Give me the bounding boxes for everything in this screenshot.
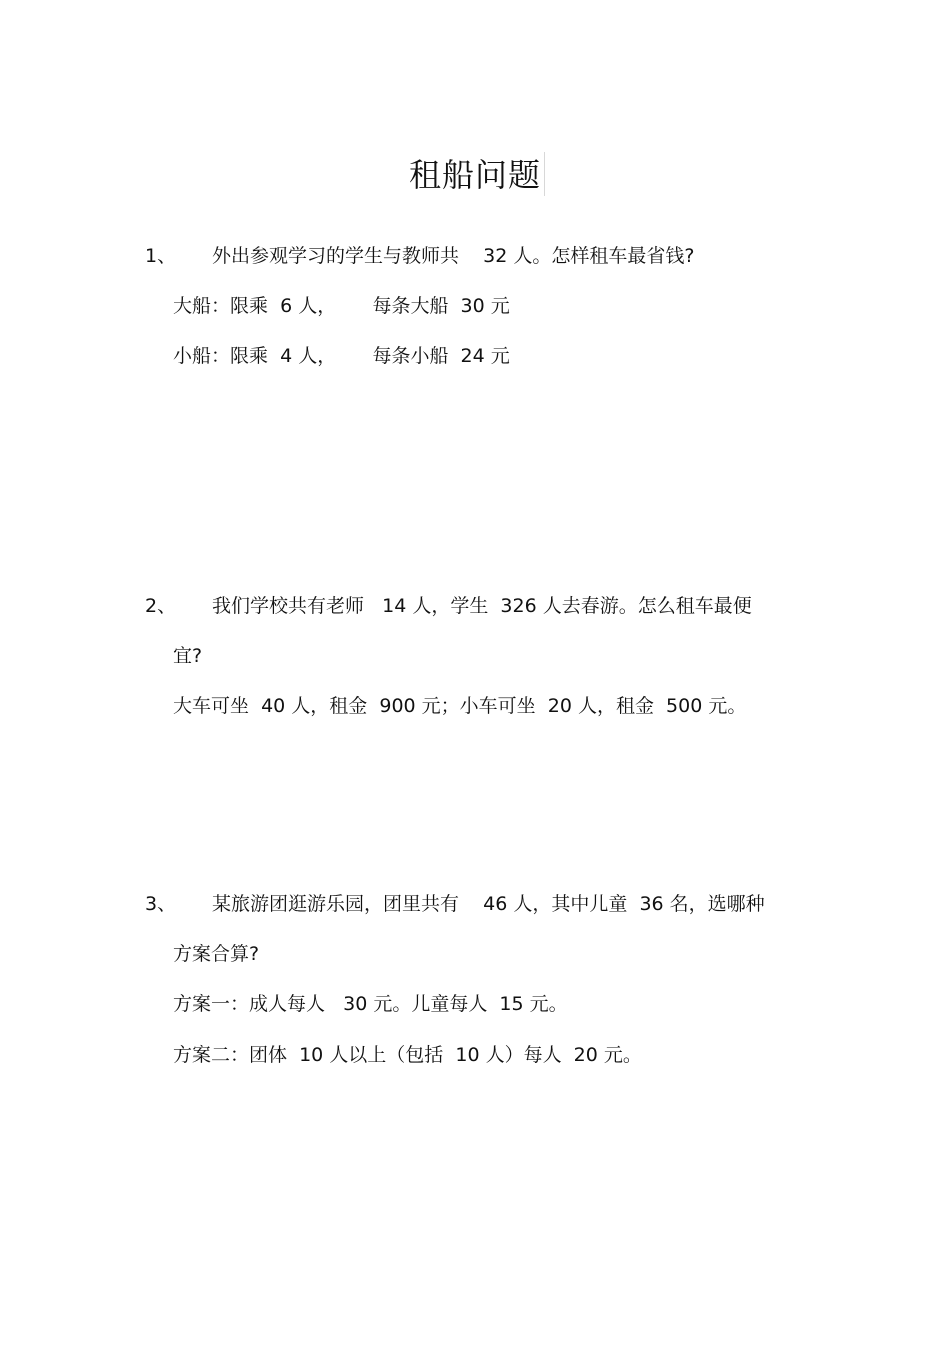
problem-number: 1、: [145, 245, 177, 267]
page-title: 租船问题: [408, 156, 541, 194]
problem-question-continuation: 宜?: [173, 645, 203, 667]
problem-question: 我们学校共有老师 14 人，学生 326 人去春游。怎么租车最便: [212, 595, 752, 617]
problem-question: 外出参观学习的学生与教师共 32 人。怎样租车最省钱?: [212, 245, 695, 267]
problem-number: 2、: [145, 595, 177, 617]
problem-question: 某旅游团逛游乐园，团里共有 46 人，其中儿童 36 名，选哪种: [212, 893, 765, 915]
problem-number: 3、: [145, 893, 177, 915]
problem-question-continuation: 方案合算?: [173, 943, 260, 965]
title-divider: [544, 152, 545, 196]
problem-detail-line: 小船：限乘 4 人， 每条小船 24 元: [173, 345, 510, 367]
problem-detail-line: 大船：限乘 6 人， 每条大船 30 元: [173, 295, 510, 317]
problem-detail-line: 方案二：团体 10 人以上（包括 10 人）每人 20 元。: [173, 1044, 642, 1066]
problem-detail-line: 大车可坐 40 人，租金 900 元；小车可坐 20 人，租金 500 元。: [173, 695, 747, 717]
problem-detail-line: 方案一：成人每人 30 元。儿童每人 15 元。: [173, 993, 568, 1015]
